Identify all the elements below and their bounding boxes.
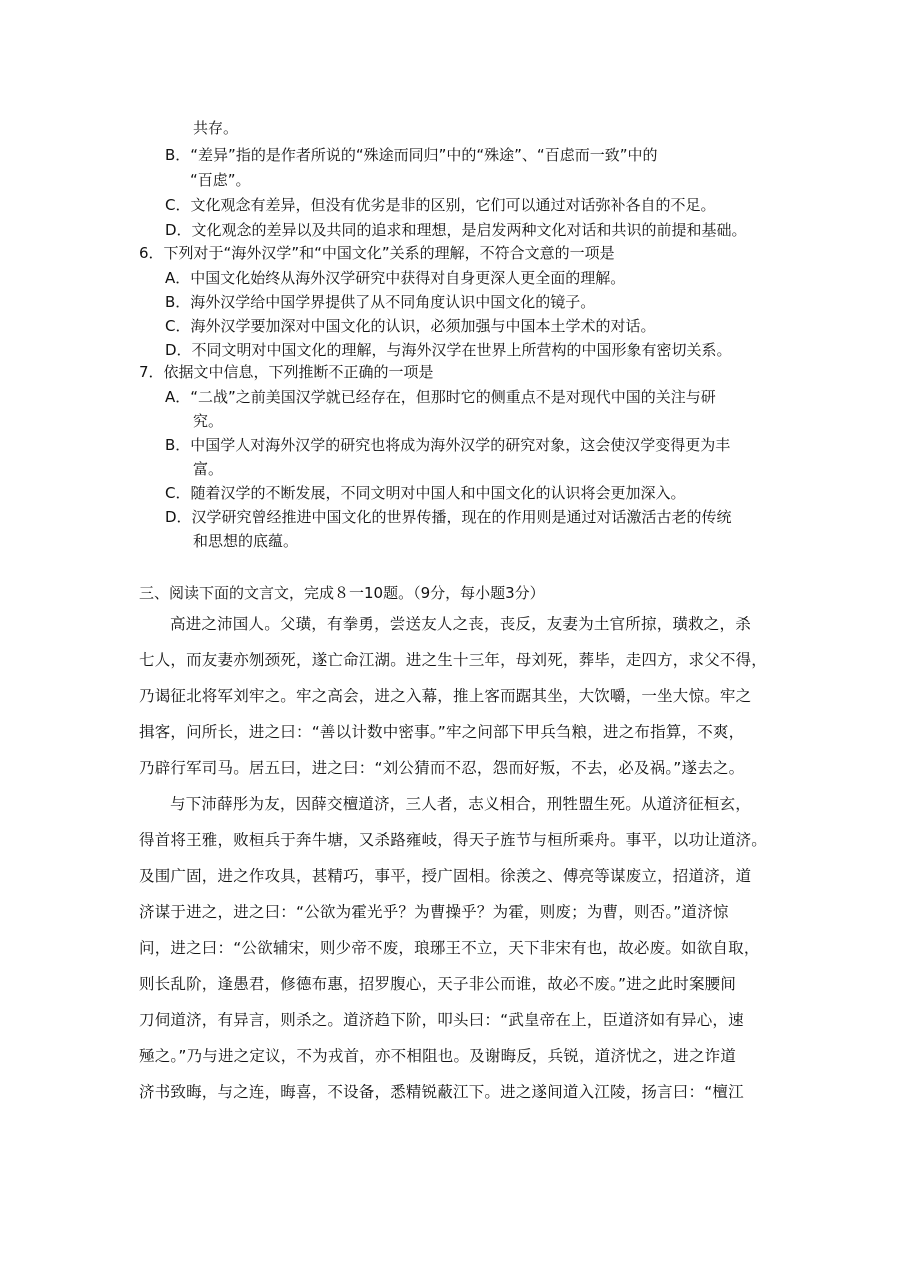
q5-option-d: D．文化观念的差异以及共同的追求和理想，是启发两种文化对话和共识的前提和基础。 [165, 221, 747, 239]
passage-p2-line: 问，进之曰：“公欲辅宋，则少帝不废，琅琊王不立，天下非宋有也，故必废。如欲自取， [139, 939, 760, 957]
passage-p1-line: 七人，而友妻亦刎颈死，遂亡命江湖。进之生十三年，母刘死，葬毕，走四方，求父不得， [139, 651, 768, 669]
passage-p2-line: 济书致晦，与之连，晦喜，不设备，悉精锐蔽江下。进之遂间道入江陵，扬言曰：“檀江 [139, 1083, 744, 1101]
passage-p2-line: 济谋于进之，进之曰：“公欲为霍光乎？为曹操乎？为霍，则废；为曹，则否。”道济惊 [139, 903, 729, 921]
passage-p2-line: 刀伺道济，有异言，则杀之。道济趋下阶，叩头曰：“武皇帝在上，臣道济如有异心，速 [139, 1011, 744, 1029]
passage-p2-line: 得首将王雅，败桓兵于奔牛塘，又杀路雍岐，得天子旌节与桓所乘舟。事平，以功让道济。 [139, 831, 768, 849]
q7-option-c: C．随着汉学的不断发展，不同文明对中国人和中国文化的认识将会更加深入。 [165, 484, 686, 502]
q7-option-a-line1: A．“二战”之前美国汉学就已经存在，但那时它的侧重点不是对现代中国的关注与研 [165, 388, 716, 406]
passage-p1-line: 高进之沛国人。父璜，有拳勇，尝送友人之丧，丧反，友妻为土官所掠，璜救之，杀 [170, 615, 751, 633]
q5-option-b-line2: “百虑”。 [190, 171, 251, 189]
q5-option-b-line1: B．“差异”指的是作者所说的“殊途而同归”中的“殊途”、“百虑而一致”中的 [165, 146, 658, 164]
passage-p2-line: 及围广固，进之作攻具，甚精巧，事平，授广固相。徐羡之、傅亮等谋废立，招道济，道 [139, 867, 752, 885]
passage-p1-line: 乃辟行军司马。居五曰，进之曰：“刘公猜而不忍，怨而好叛，不去，必及祸。”遂去之。 [139, 759, 745, 777]
passage-p1-line: 揖客，问所长，进之曰：“善以计数中密事。”牢之问部下甲兵刍粮，进之布指算，不爽， [139, 723, 745, 741]
q7-option-d-line2: 和思想的底蕴。 [193, 532, 299, 550]
q7-option-a-line2: 究。 [193, 412, 224, 430]
q7-option-d-line1: D．汉学研究曾经推进中国文化的世界传播，现在的作用则是通过对话激活古老的传统 [165, 508, 732, 526]
q6-stem: 6．下列对于“海外汉学”和“中国文化”关系的理解，不符合文意的一项是 [139, 244, 615, 262]
q5-option-c: C．文化观念有差异，但没有优劣是非的区别，它们可以通过对话弥补各自的不足。 [165, 196, 716, 214]
q6-option-d: D．不同文明对中国文化的理解，与海外汉学在世界上所营构的中国形象有密切关系。 [165, 341, 732, 359]
section3-heading: 三、阅读下面的文言文，完成８一10题。（9分，每小题3分） [139, 584, 545, 602]
passage-p2-line: 殛之。”乃与进之定议，不为戎首，亦不相阻也。及谢晦反，兵锐，道济忧之，进之诈道 [139, 1047, 737, 1065]
q7-stem: 7．依据文中信息，下列推断不正确的一项是 [139, 363, 434, 381]
passage-p1-line: 乃谒征北将军刘牢之。牢之高会，进之入幕，推上客而踞其坐，大饮嚼，一坐大惊。牢之 [139, 687, 752, 705]
passage-p2-line: 则长乱阶，逢愚君，修德布惠，招罗腹心，天子非公而谁，故必不废。”进之此时案腰间 [139, 975, 737, 993]
q6-option-c: C．海外汉学要加深对中国文化的认识，必须加强与中国本土学术的对话。 [165, 317, 656, 335]
passage-p2-line: 与下沛薛彤为友，因薛交檀道济，三人者，志义相合，刑牲盟生死。从道济征桓玄， [170, 795, 751, 813]
q6-option-a: A．中国文化始终从海外汉学研究中获得对自身更深人更全面的理解。 [165, 269, 626, 287]
q7-option-b-line1: B．中国学人对海外汉学的研究也将成为海外汉学的研究对象，这会使汉学变得更为丰 [165, 436, 731, 454]
q6-option-b: B．海外汉学给中国学界提供了从不同角度认识中国文化的镜子。 [165, 293, 596, 311]
q5-option-a-continuation: 共存。 [193, 119, 239, 137]
q7-option-b-line2: 富。 [193, 460, 224, 478]
